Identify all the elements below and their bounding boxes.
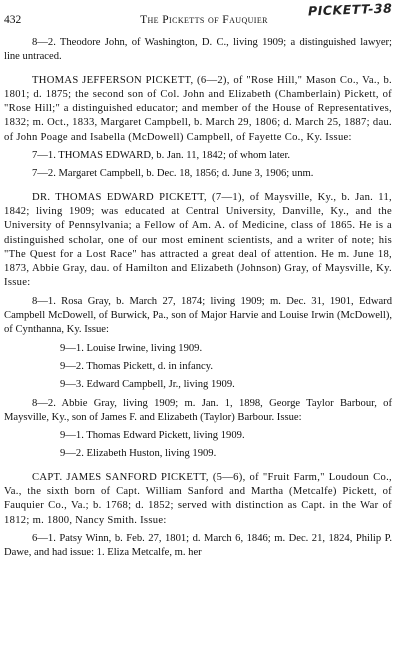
issue-item: 9—1. Louise Irwine, living 1909. xyxy=(60,342,203,354)
entry-paragraph: 8—1. Rosa Gray, b. March 27, 1874; living 1909; m. Dec. 31, 1901, Edward Campbell McDowell, of Burwick, Pa., son of Major Harvie and Louise Irwin (McDowell), of Cynthanna, Ky. Issue: xyxy=(4,295,392,336)
issue-item: 9—1. Thomas Edward Pickett, living 1909. xyxy=(60,430,245,442)
entry-paragraph: 6—1. Patsy Winn, b. Feb. 27, 1801; d. March 6, 1846; m. Dec. 21, 1824, Philip P. Dawe, and had issue: 1. Eliza Metcalfe, m. her xyxy=(4,532,392,559)
entry-paragraph: THOMAS JEFFERSON PICKETT, (6—2), of "Rose Hill," Mason Co., Va., b. 1801; d. 1875; the second son of Col. John and Elizabeth (Chamberlain) Pickett, of "Rose Hill;" a distinguished educator; and member of the House of Representatives, 1832; m. Oct., 1833, Margaret Campbell, b. March 29, 1806; d. March 25, 1887; dau. of John Poage and Isabella (McDowell) Campbell, of Fayette Co., Ky. Issue: xyxy=(4,74,392,143)
issue-item: 7—2. Margaret Campbell, b. Dec. 18, 1856; d. June 3, 1906; unm. xyxy=(32,168,314,180)
handwritten-note: PICKETT-38 xyxy=(307,0,393,19)
page-header xyxy=(4,2,396,26)
running-title: The Picketts of Fauquier xyxy=(140,14,268,26)
entry-paragraph: DR. THOMAS EDWARD PICKETT, (7—1), of Maysville, Ky., b. Jan. 11, 1842; living 1909; was educated at Central University, Danville, Ky., and the University of Pennsylvania; a Fellow of Am. A. of Medicine, class of 1865. He is a distinguished scholar, one of our most eminent scientists, and a writer of note; his "The Quest for a Lost Race" has attracted a great deal of attention. He m. June 18, 1873, Abbie Gray, dau. of Hamilton and Elizabeth (Johnson) Gray, of Maysville, Ky. Issue: xyxy=(4,191,392,289)
issue-item: 9—2. Thomas Pickett, d. in infancy. xyxy=(60,360,213,372)
entry-paragraph: CAPT. JAMES SANFORD PICKETT, (5—6), of "Fruit Farm," Loudoun Co., Va., the sixth born of Capt. William Sanford and Martha (Metcalfe) Pickett, of Fauquier Co., Va.; b. 1768; d. 1852; served with distinction as Capt. in the War of 1812; m. 1800, Nancy Smith. Issue: xyxy=(4,471,392,526)
entry-paragraph: 8—2. Abbie Gray, living 1909; m. Jan. 1, 1898, George Taylor Barbour, of Maysville, Ky., son of James F. and Elizabeth (Taylor) Barbour. Issue: xyxy=(4,397,392,423)
issue-item: 7—1. THOMAS EDWARD, b. Jan. 11, 1842; of whom later. xyxy=(32,150,291,162)
page-number: 432 xyxy=(4,14,22,26)
entry-paragraph: 8—2. Theodore John, of Washington, D. C., living 1909; a distinguished lawyer; line untraced. xyxy=(4,37,392,63)
issue-item: 9—3. Edward Campbell, Jr., living 1909. xyxy=(60,379,235,391)
page-body xyxy=(4,36,392,561)
issue-item: 9—2. Elizabeth Huston, living 1909. xyxy=(60,448,217,460)
